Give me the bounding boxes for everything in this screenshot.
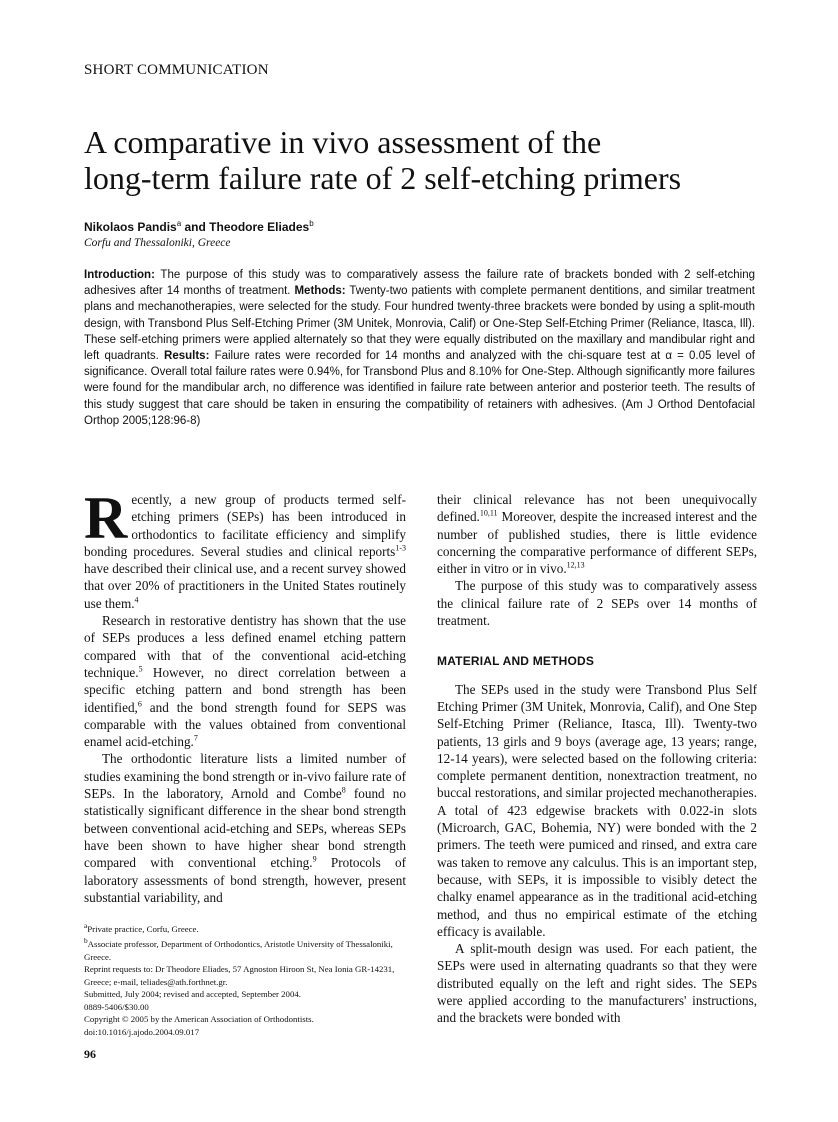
- section-heading-methods: MATERIAL AND METHODS: [437, 654, 595, 669]
- paragraph-text: ecently, a new group of products termed self-etching primers (SEPs) has been introduced in orthodontics to facilitate efficiency and simplify bonding procedures. Several studies and clinical reports: [84, 492, 406, 559]
- abstract: [84, 267, 755, 429]
- intro-paragraph-4: [437, 491, 757, 577]
- author-1: Nikolaos Pandis: [84, 220, 177, 234]
- citation-ref: 6: [137, 699, 142, 709]
- abstract-intro-label: Introduction:: [84, 269, 155, 281]
- footnotes: [84, 920, 406, 1038]
- methods-paragraph-2: A split-mouth design was used. For each patient, the SEPs were used in alternating quadrants so that they were distributed equally on the left and right sides. The SEPs were applied according to the manufacturers' instructions, and the brackets were bonded with: [437, 941, 757, 1026]
- paragraph-text: and the bond strength found for SEPS was comparable with the values obtained from conventional enamel acid-etching.: [84, 699, 406, 750]
- author-separator: and: [181, 220, 210, 234]
- abstract-results-text: Failure rates were recorded for 14 months and analyzed with the chi-square test at α = 0.05 level of significance. Overall total failure rates were 0.94%, for Transbond Plus and 8.10% for One-Step. Although significantly more failures were found for the mandibular arch, no difference was identified in failure rate between anterior and posterior teeth. The results of this study suggest that care should be taken in ensuring the compatibility of retainers with adhesives. (Am J Orthod Dentofacial Orthop 2005;128:96-8): [84, 350, 755, 427]
- paragraph-text: Research in restorative dentistry has shown that the use of SEPs produces a less defined enamel etching pattern compared with that of the conventional acid-etching technique.: [84, 613, 406, 680]
- intro-paragraph-2: [84, 612, 406, 750]
- citation-ref: 9: [312, 854, 317, 864]
- article-title: [84, 124, 784, 196]
- author-2: Theodore Eliades: [209, 220, 310, 234]
- methods-paragraph-1: The SEPs used in the study were Transbond Plus Self Etching Primer (3M Unitek, Monrovia, Calif), and One Step Self-Etching Primer (Reliance, Itasca, Ill). Twenty-two patients, 13 girls and 9 boys (average age, 13 years; range, 12-14 years), were selected based on the following criteria: complete permanent dentition, nonextraction treatment, no buccal restorations, and similar projected mechanotherapies. A total of 423 edgewise brackets with 0.022-in slots (Microarch, GAC, Bohemia, NY) were bonded with the 2 primers. The teeth were pumiced and rinsed, and extra care was taken to remove any calculus. This is an important step, because, with SEPs, it is impossible to visibly detect the chalky enamel appearance as in the traditional acid-etching method, and thus no empirical estimate of the etching efficacy is available.: [437, 681, 757, 939]
- author-2-affil-mark: b: [309, 219, 314, 228]
- body-column-right: [437, 491, 757, 1027]
- footnote-a: [84, 920, 406, 935]
- paragraph-text: The orthodontic literature lists a limited number of studies examining the bond strength or in-vivo failure rate of SEPs. In the laboratory, Arnold and Combe: [84, 751, 406, 802]
- footnote-submitted: Submitted, July 2004; revised and accepted, September 2004.: [84, 989, 301, 1000]
- title-line-2: long-term failure rate of 2 self-etching primers: [84, 160, 682, 196]
- author-1-affil-mark: a: [176, 219, 182, 228]
- intro-paragraph-1: [84, 485, 406, 612]
- citation-ref: 1-3: [395, 543, 406, 553]
- paragraph-text: Protocols of laboratory assessments of bond strength, however, present substantial variability, and: [84, 855, 406, 905]
- citation-ref: 7: [193, 733, 198, 743]
- citation-ref: 12,13: [566, 560, 585, 570]
- citation-ref: 4: [134, 595, 139, 605]
- footnote-mark: a: [84, 921, 88, 930]
- footnote-doi: doi:10.1016/j.ajodo.2004.09.017: [84, 1026, 200, 1037]
- author-list: [84, 219, 314, 234]
- footnote-mark: b: [84, 936, 88, 946]
- footnote-b: [84, 935, 406, 963]
- affiliation: Corfu and Thessaloniki, Greece: [84, 237, 231, 249]
- footnote-copyright: Copyright © 2005 by the American Association of Orthodontists.: [84, 1014, 314, 1025]
- page-number: 96: [84, 1047, 96, 1061]
- intro-paragraph-5: The purpose of this study was to comparatively assess the clinical failure rate of 2 SEPs over 14 months of treatment.: [437, 578, 757, 629]
- abstract-intro-text: The purpose of this study was to comparatively assess the failure rate of brackets bonded with 2 self-etching adhesives after 14 months of treatment.: [84, 269, 755, 298]
- footnote-reprint: Reprint requests to: Dr Theodore Eliades, 57 Agnoston Hiroon St, Nea Ionia GR-14231, Greece; e-mail, teliades@ath.forthnet.gr.: [84, 964, 395, 987]
- footnote-price: 0889-5406/$30.00: [84, 1001, 149, 1012]
- body-column-left: [84, 485, 406, 906]
- drop-cap: R: [84, 485, 128, 551]
- paragraph-text: have described their clinical use, and a recent survey showed that over 20% of practitioners in the United States routinely use them.: [84, 561, 406, 611]
- paragraph-text: their clinical relevance has not been unequivocally defined.: [437, 492, 757, 525]
- paragraph-text: found no statistically significant difference in the shear bond strength between conventional acid-etching and SEPs, whereas SEPs have been shown to have higher shear bond strength compared with conventional etching.: [84, 786, 406, 871]
- footnote-text: Private practice, Corfu, Greece.: [87, 923, 199, 934]
- abstract-methods-text: Twenty-two patients with complete permanent dentitions, and similar treatment plans and mechanotherapies, were selected for the study. Four hundred twenty-three brackets were bonded by using a split-mouth design, with Transbond Plus Self-Etching Primer (3M Unitek, Monrovia, Calif) or One-Step Self-Etching Primer (Reliance, Itasca, Ill). These self-etching primers were applied alternately so that they were equally distributed on the maxillary and mandibular right and left quadrants.: [84, 285, 755, 363]
- footnote-text: Associate professor, Department of Orthodontics, Aristotle University of Thessaloniki, Greece.: [84, 939, 393, 962]
- paragraph-text: Moreover, despite the increased interest and the number of published studies, there is little evidence concerning the comparative performance of different SEPs, either in vitro or in vivo.: [437, 509, 757, 577]
- paragraph-text: However, no direct correlation between a specific etching pattern and bond strength has been identified,: [84, 664, 406, 715]
- abstract-results-label: Results:: [164, 350, 210, 363]
- citation-ref: 5: [138, 664, 143, 674]
- abstract-methods-label: Methods:: [294, 285, 346, 298]
- citation-ref: 10,11: [479, 508, 498, 518]
- citation-ref: 8: [341, 785, 346, 795]
- section-label: SHORT COMMUNICATION: [84, 62, 269, 78]
- title-line-1: A comparative in vivo assessment of the: [84, 124, 602, 160]
- intro-paragraph-3: [84, 750, 406, 906]
